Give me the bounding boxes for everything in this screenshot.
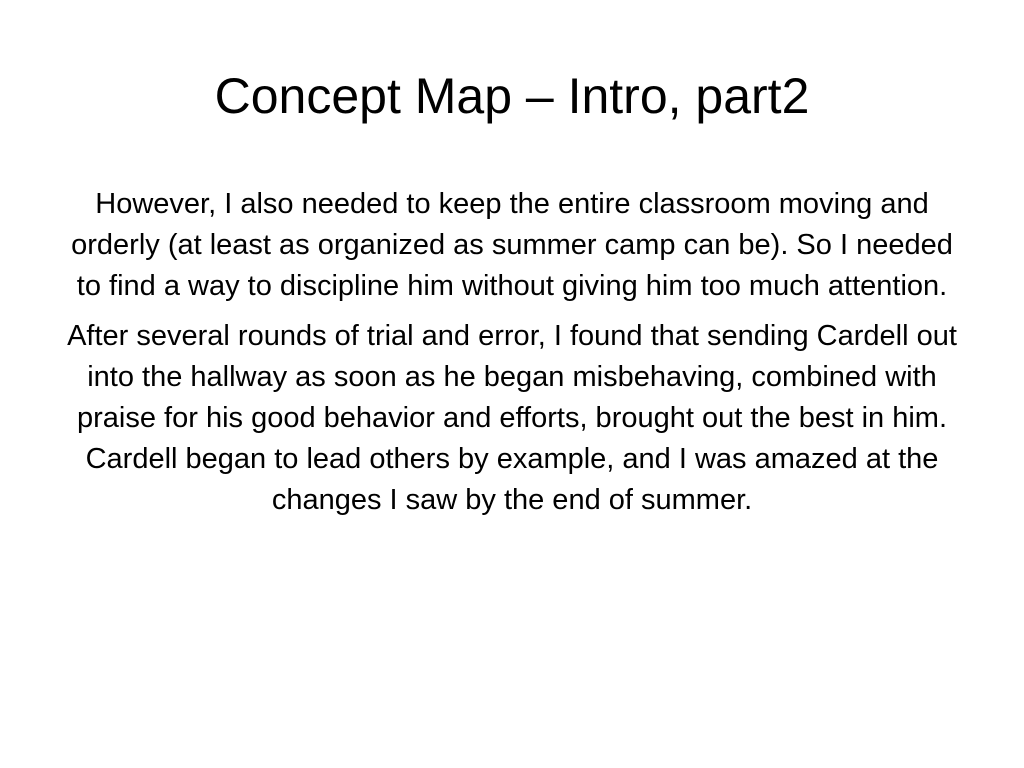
body-paragraph-1: However, I also needed to keep the entire classroom moving and orderly (at least as organized as summer camp can be). So I needed to find a way to discipline him without giving him too much attention. xyxy=(71,188,953,302)
body-paragraph-2: After several rounds of trial and error, I found that sending Cardell out into the hallway as soon as he began misbehaving, combined with praise for his good behavior and efforts, brought out the best in him. Cardell began to lead others by example, and I was amazed at the changes I saw by the end of summer. xyxy=(67,320,957,516)
slide-body xyxy=(62,184,962,530)
slide-title: Concept Map – Intro, part2 xyxy=(214,68,810,124)
